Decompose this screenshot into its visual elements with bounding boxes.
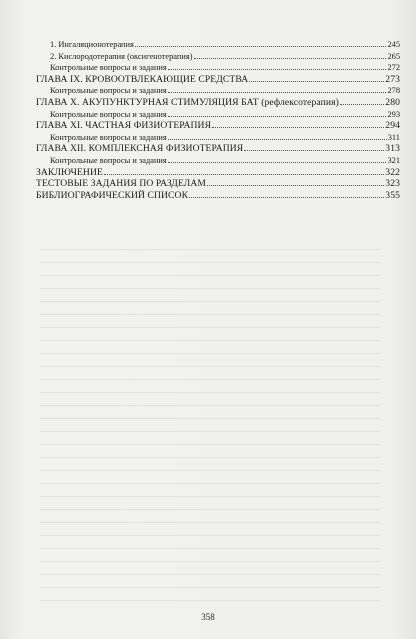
reverse-side-show-through bbox=[40, 240, 380, 610]
toc-entry-title: ГЛАВА IX. КРОВООТВЛЕКАЮЩИЕ СРЕДСТВА bbox=[36, 73, 249, 85]
toc-chapter-row bbox=[36, 119, 400, 131]
toc-chapter-row bbox=[36, 189, 400, 201]
toc-entry-page: 272 bbox=[387, 63, 400, 73]
dot-leader bbox=[135, 38, 387, 47]
toc-chapter-row bbox=[36, 177, 400, 189]
toc-entry-title: Контрольные вопросы и задания bbox=[50, 109, 167, 119]
toc-entry-page: 313 bbox=[385, 143, 400, 155]
toc-entry-title: Контрольные вопросы и задания bbox=[50, 155, 167, 165]
toc-entry-page: 273 bbox=[385, 73, 400, 85]
toc-entry-title: Контрольные вопросы и задания bbox=[50, 86, 167, 96]
toc-entry-title: БИБЛИОГРАФИЧЕСКИЙ СПИСОК bbox=[36, 189, 189, 201]
toc-entry-page: 294 bbox=[385, 120, 400, 132]
dot-leader bbox=[189, 189, 384, 198]
toc-entry-title: ГЛАВА X. АКУПУНКТУРНАЯ СТИМУЛЯЦИЯ БАТ (рефлексотерапия) bbox=[36, 96, 339, 108]
toc-entry-title: Контрольные вопросы и задания bbox=[50, 132, 167, 142]
toc-chapter-row bbox=[36, 142, 400, 154]
toc-entry-page: 265 bbox=[387, 51, 400, 61]
toc-entry-page: 280 bbox=[385, 96, 400, 108]
dot-leader bbox=[212, 119, 384, 128]
dot-leader bbox=[340, 96, 384, 105]
toc-entry-title: ЗАКЛЮЧЕНИЕ bbox=[36, 166, 103, 178]
toc-entry-page: 355 bbox=[385, 189, 400, 201]
toc-entry-title: 1. Ингаляционотерапия bbox=[50, 40, 134, 49]
toc-entry-title: ТЕСТОВЫЕ ЗАДАНИЯ ПО РАЗДЕЛАМ bbox=[36, 178, 206, 190]
toc-chapter-row bbox=[36, 73, 400, 85]
dot-leader bbox=[104, 166, 384, 175]
table-of-contents bbox=[36, 38, 400, 200]
toc-entry-title: 2. Кислородотерапия (оксигенотерапия) bbox=[50, 51, 193, 61]
toc-questions-row bbox=[36, 84, 400, 96]
toc-chapter-row bbox=[36, 96, 400, 108]
dot-leader bbox=[168, 131, 387, 140]
toc-entry-page: 311 bbox=[387, 132, 400, 142]
dot-leader bbox=[168, 61, 387, 70]
toc-chapter-row bbox=[36, 166, 400, 178]
toc-questions-row bbox=[36, 61, 400, 73]
toc-entry-title: ГЛАВА XII. КОМПЛЕКСНАЯ ФИЗИОТЕРАПИЯ bbox=[36, 143, 244, 155]
toc-item-row bbox=[36, 50, 400, 62]
dot-leader bbox=[168, 154, 387, 163]
dot-leader bbox=[249, 73, 384, 82]
toc-entry-title: Контрольные вопросы и задания bbox=[50, 63, 167, 73]
toc-questions-row bbox=[36, 154, 400, 166]
dot-leader bbox=[207, 177, 384, 186]
toc-entry-title: ГЛАВА XI. ЧАСТНАЯ ФИЗИОТЕРАПИЯ bbox=[36, 120, 212, 132]
toc-entry-page: 322 bbox=[385, 166, 400, 178]
toc-entry-page: 278 bbox=[387, 86, 400, 96]
dot-leader bbox=[244, 142, 384, 151]
dot-leader bbox=[194, 50, 387, 59]
dot-leader bbox=[168, 108, 387, 117]
page-number: 358 bbox=[201, 612, 215, 622]
toc-questions-row bbox=[36, 131, 400, 143]
toc-entry-page: 293 bbox=[387, 109, 400, 119]
toc-entry-page: 321 bbox=[387, 155, 400, 165]
toc-item-row bbox=[36, 38, 400, 50]
toc-questions-row bbox=[36, 108, 400, 120]
toc-entry-page: 245 bbox=[387, 40, 400, 49]
dot-leader bbox=[168, 84, 387, 93]
toc-entry-page: 323 bbox=[385, 178, 400, 190]
